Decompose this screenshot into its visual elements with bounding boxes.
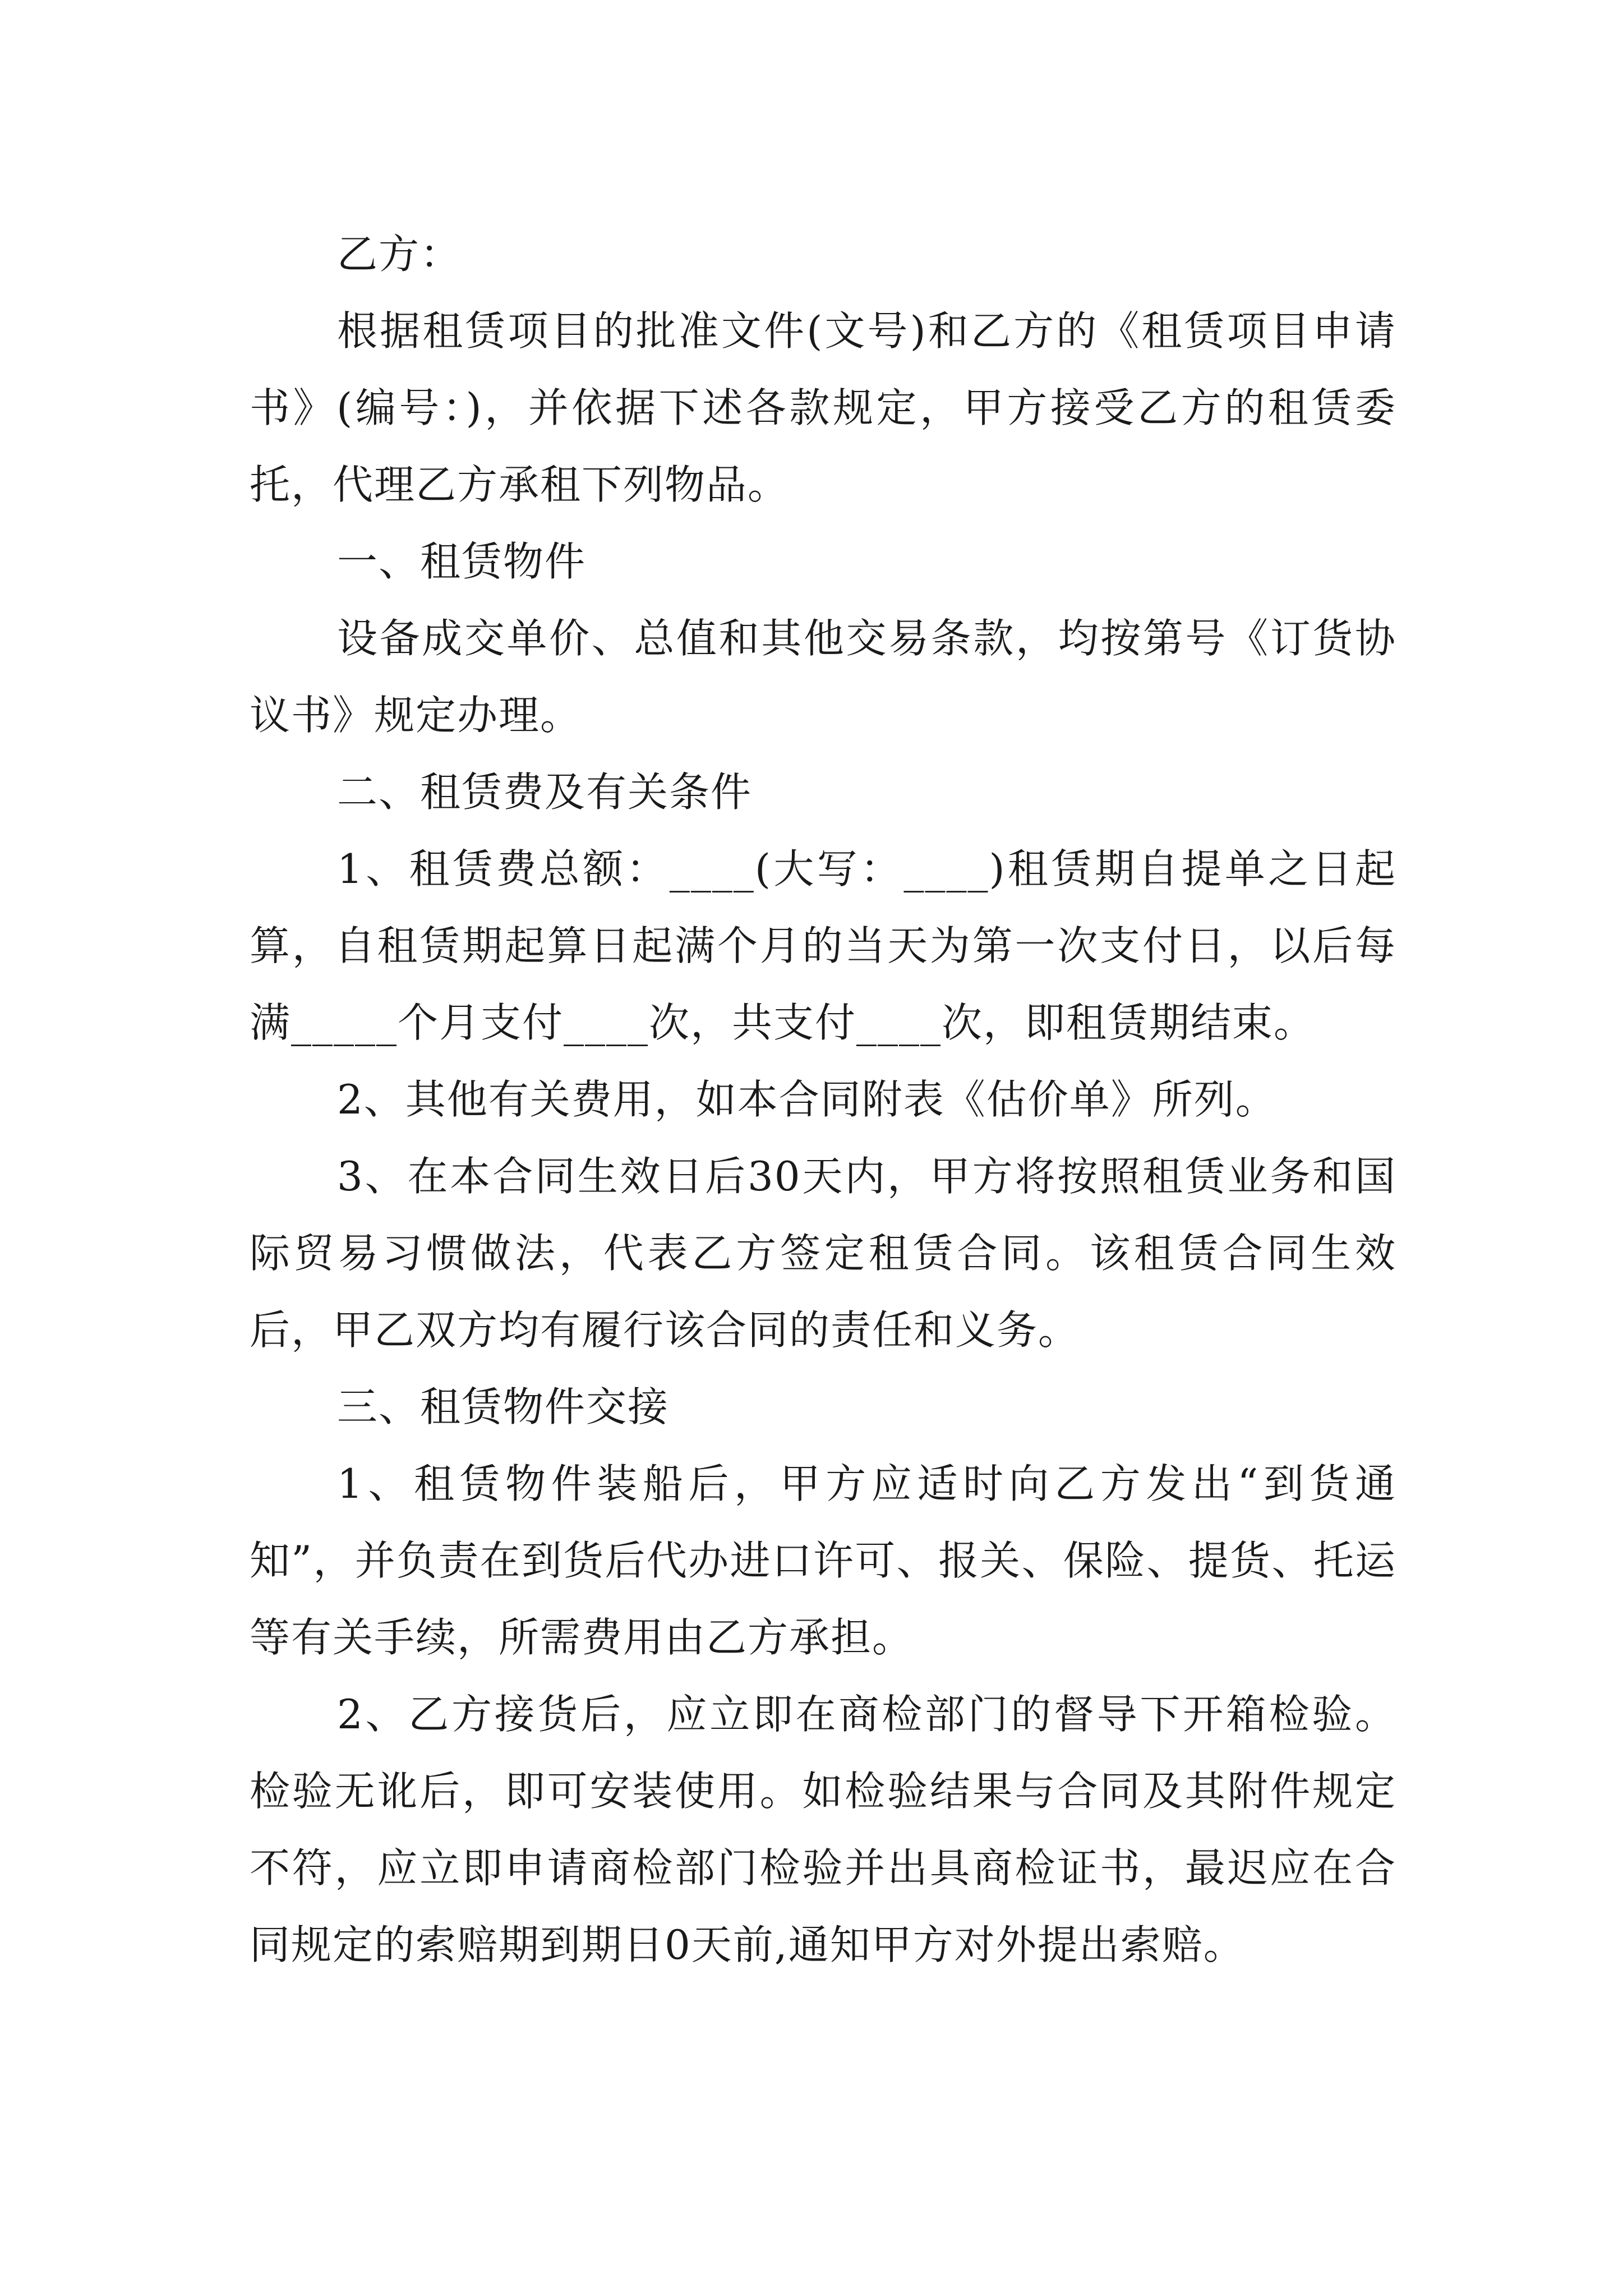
handover-clause-1: 1、租赁物件装船后，甲方应适时向乙方发出“到货通知”，并负责在到货后代办进口许可、报关、保险、提货、托运等有关手续，所需费用由乙方承担。 [250, 1460, 1396, 1661]
rental-fee-clause-1: 1、租赁费总额：____(大写：____)租赁期自提单之日起算，自租赁期起算日起满个月的当天为第一次支付日，以后每满_____个月支付____次，共支付____次，即租赁期结束。 [250, 845, 1396, 1046]
leased-items-paragraph: 设备成交单价、总值和其他交易条款，均按第号《订货协议书》规定办理。 [250, 615, 1396, 739]
section-heading-rental-fees: 二、租赁费及有关条件 [337, 769, 753, 816]
section-heading-leased-items: 一、租赁物件 [337, 538, 587, 585]
party-b-label: 乙方： [337, 231, 462, 278]
handover-clause-2: 2、乙方接货后，应立即在商检部门的督导下开箱检验。检验无讹后，即可安装使用。如检验结果与合同及其附件规定不符，应立即申请商检部门检验并出具商检证书，最迟应在合同规定的索赔期到期日0天前,通知甲方对外提出索赔。 [250, 1691, 1396, 1968]
section-heading-handover: 三、租赁物件交接 [337, 1383, 670, 1430]
rental-fee-clause-3: 3、在本合同生效日后30天内，甲方将按照租赁业务和国际贸易习惯做法，代表乙方签定租赁合同。该租赁合同生效后，甲乙双方均有履行该合同的责任和义务。 [250, 1153, 1396, 1354]
contract-text-body [250, 216, 1396, 1984]
rental-fee-clause-2: 2、其他有关费用，如本合同附表《估价单》所列。 [337, 1076, 1277, 1123]
preamble-paragraph: 根据租赁项目的批准文件(文号)和乙方的《租赁项目申请书》(编号：)，并依据下述各款规定，甲方接受乙方的租赁委托，代理乙方承租下列物品。 [250, 307, 1396, 508]
